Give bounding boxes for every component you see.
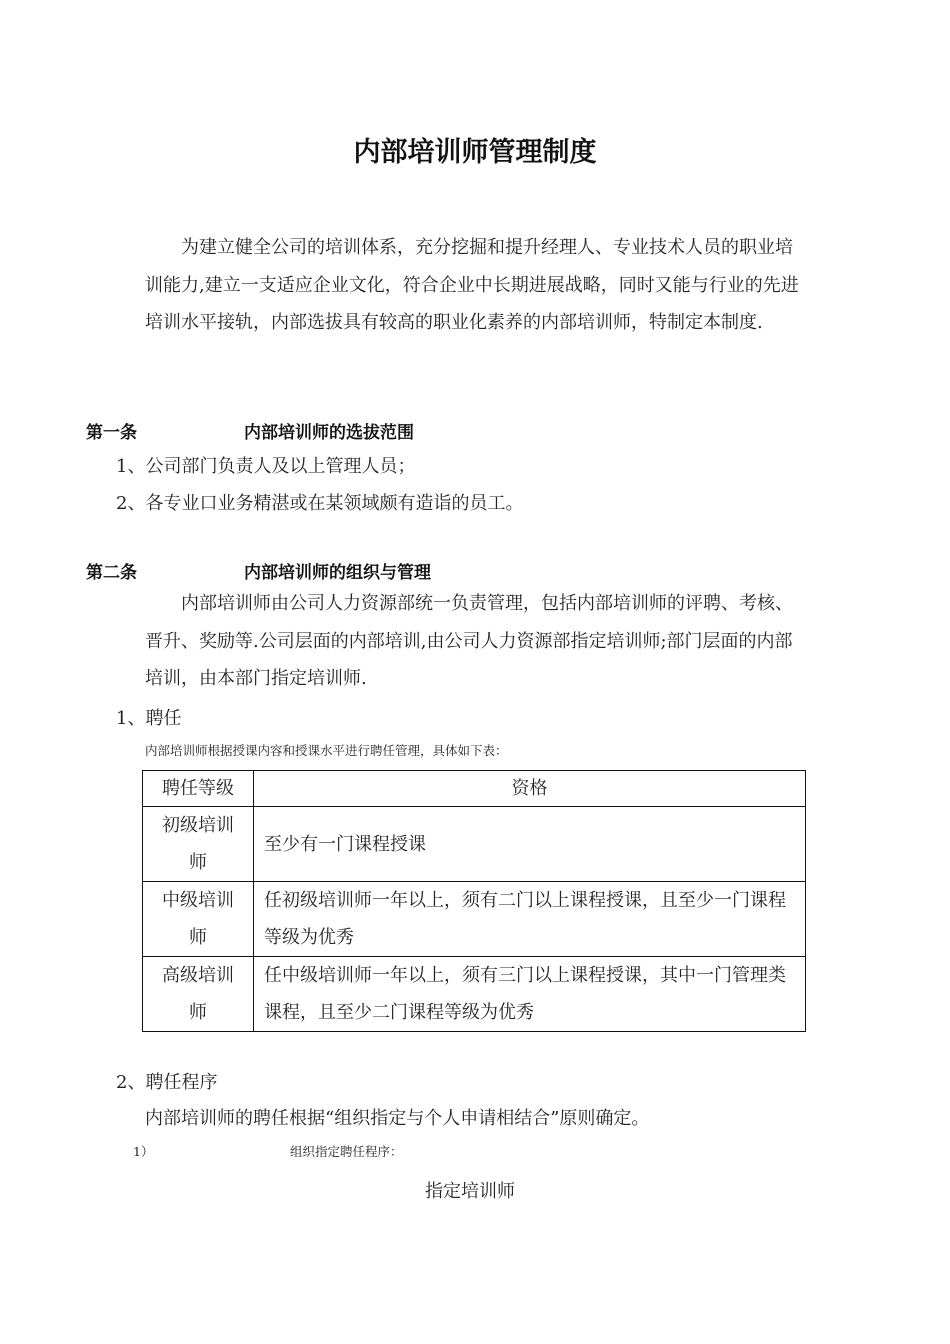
article1-number: 第一条 — [86, 423, 137, 443]
article2-body: 内部培训师由公司人力资源部统一负责管理，包括内部培训师的评聘、考核、晋升、奖励等.公司层面的内部培训,由公司人力资源部指定培训师;部门层面的内部培训，由本部门指定培训师. — [145, 593, 793, 689]
flow-box-label: 指定培训师 — [425, 1181, 515, 1202]
article2-heading: 内部培训师的组织与管理 — [244, 563, 431, 583]
article1-item-1: 1、公司部门负责人及以上管理人员； — [116, 456, 416, 477]
table-cell-level — [143, 807, 254, 882]
table-header-requirement: 资格 — [254, 771, 806, 807]
table-cell-requirement: 至少有一门课程授课 — [254, 807, 806, 882]
table-header-level: 聘任等级 — [143, 771, 254, 807]
table-row — [143, 957, 806, 1032]
table-cell-level — [143, 882, 254, 957]
article1-heading: 内部培训师的选拔范围 — [244, 423, 414, 443]
level-text: 初级培训师 — [162, 815, 234, 873]
table-header-row — [143, 771, 806, 807]
table-cell-requirement: 任初级培训师一年以上，须有二门以上课程授课，且至少一门课程等级为优秀 — [254, 882, 806, 957]
qualification-table — [142, 770, 806, 1032]
sub1-label: 1、聘任 — [116, 708, 182, 729]
page-title: 内部培训师管理制度 — [353, 137, 597, 168]
table-cell-requirement: 任中级培训师一年以上，须有三门以上课程授课，其中一门管理类课程，且至少二门课程等级为优秀 — [254, 957, 806, 1032]
level-text: 中级培训师 — [162, 890, 234, 948]
table-row — [143, 807, 806, 882]
sub2-label: 2、聘任程序 — [116, 1072, 218, 1093]
table-note: 内部培训师根据授课内容和授课水平进行聘任管理，具体如下表： — [145, 743, 508, 758]
table-row — [143, 882, 806, 957]
intro-paragraph — [145, 229, 805, 342]
article1-item-2: 2、各专业口业务精湛或在某领域颇有造诣的员工。 — [116, 493, 524, 514]
step1-text: 组织指定聘任程序： — [290, 1144, 403, 1159]
table-cell-level — [143, 957, 254, 1032]
sub2-body: 内部培训师的聘任根据“组织指定与个人申请相结合”原则确定。 — [145, 1108, 650, 1129]
level-text: 高级培训师 — [162, 965, 234, 1023]
article2-number: 第二条 — [86, 563, 137, 583]
intro-text: 为建立健全公司的培训体系，充分挖掘和提升经理人、专业技术人员的职业培训能力,建立一支适应企业文化，符合企业中长期进展战略，同时又能与行业的先进培训水平接轨，内部选拔具有较高的职业化素养的内部培训师，特制定本制度. — [145, 237, 799, 333]
article2-paragraph — [145, 585, 805, 698]
step1-number: 1） — [133, 1144, 154, 1159]
